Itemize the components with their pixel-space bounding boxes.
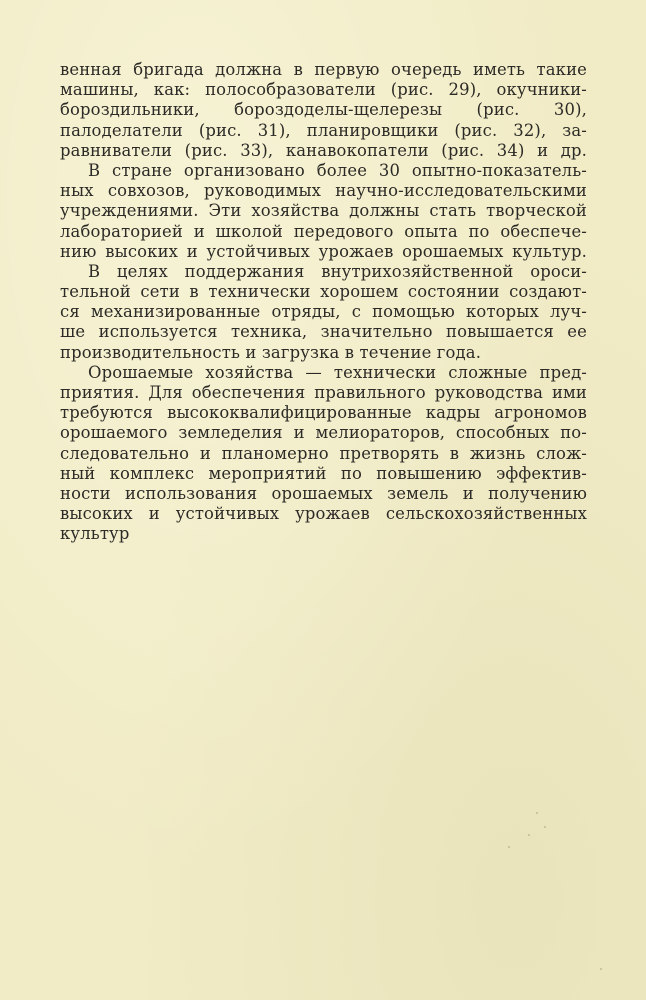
text-line: приятия. Для обеспечения правильного руководства ими bbox=[60, 383, 587, 402]
text-line: производительность и загрузка в течение года. bbox=[60, 342, 482, 362]
text-line: бороздильники, бороздоделы-щелерезы (рис. 30), bbox=[60, 100, 587, 120]
text-line: культур bbox=[60, 524, 130, 544]
text-line: тельной сети в технически хорошем состоянии создают- bbox=[60, 282, 587, 302]
text-line: учреждениями. Эти хозяйства должны стать творческой bbox=[60, 201, 587, 221]
paper-speck bbox=[508, 846, 510, 848]
text-line: машины, как: полособразователи (рис. 29), окучники- bbox=[60, 80, 587, 100]
text-line: следовательно и планомерно претворять в жизнь слож- bbox=[60, 443, 587, 463]
paper-speck bbox=[600, 968, 602, 970]
paragraph-start-line: В целях поддержания внутрихозяйственной ороси- bbox=[88, 261, 587, 281]
text-line: равниватели (рис. 33), канавокопатели (рис. 34) и др. bbox=[60, 140, 587, 160]
text-line: ных совхозов, руководимых научно-исследовательскими bbox=[60, 181, 587, 201]
body-text bbox=[60, 60, 587, 545]
text-line: требуются высококвалифицированные кадры агрономов bbox=[60, 403, 587, 423]
paragraph-start-line: Орошаемые хозяйства — технически сложные пред- bbox=[88, 362, 587, 382]
text-line: палоделатели (рис. 31), планировщики (рис. 32), за- bbox=[60, 120, 587, 140]
text-line: нию высоких и устойчивых урожаев орошаемых культур. bbox=[60, 241, 587, 261]
text-line: высоких и устойчивых урожаев сельскохозяйственных bbox=[60, 504, 587, 524]
paper-speck bbox=[536, 812, 538, 814]
paper-speck bbox=[544, 826, 546, 828]
paragraph-start-line: В стране организовано более 30 опытно-показатель- bbox=[88, 160, 587, 180]
text-line: орошаемого земледелия и мелиораторов, способных по- bbox=[60, 423, 587, 443]
text-line: венная бригада должна в первую очередь иметь такие bbox=[60, 60, 587, 79]
text-line: ся механизированные отряды, с помощью которых луч- bbox=[60, 302, 587, 322]
paper-speck bbox=[528, 834, 530, 836]
text-line: ности использования орошаемых земель и получению bbox=[60, 483, 587, 503]
text-line: ный комплекс мероприятий по повышению эффектив- bbox=[60, 463, 587, 483]
text-line: ше используется техника, значительно повышается ее bbox=[60, 322, 587, 342]
text-line: лабораторией и школой передового опыта по обеспече- bbox=[60, 221, 587, 241]
